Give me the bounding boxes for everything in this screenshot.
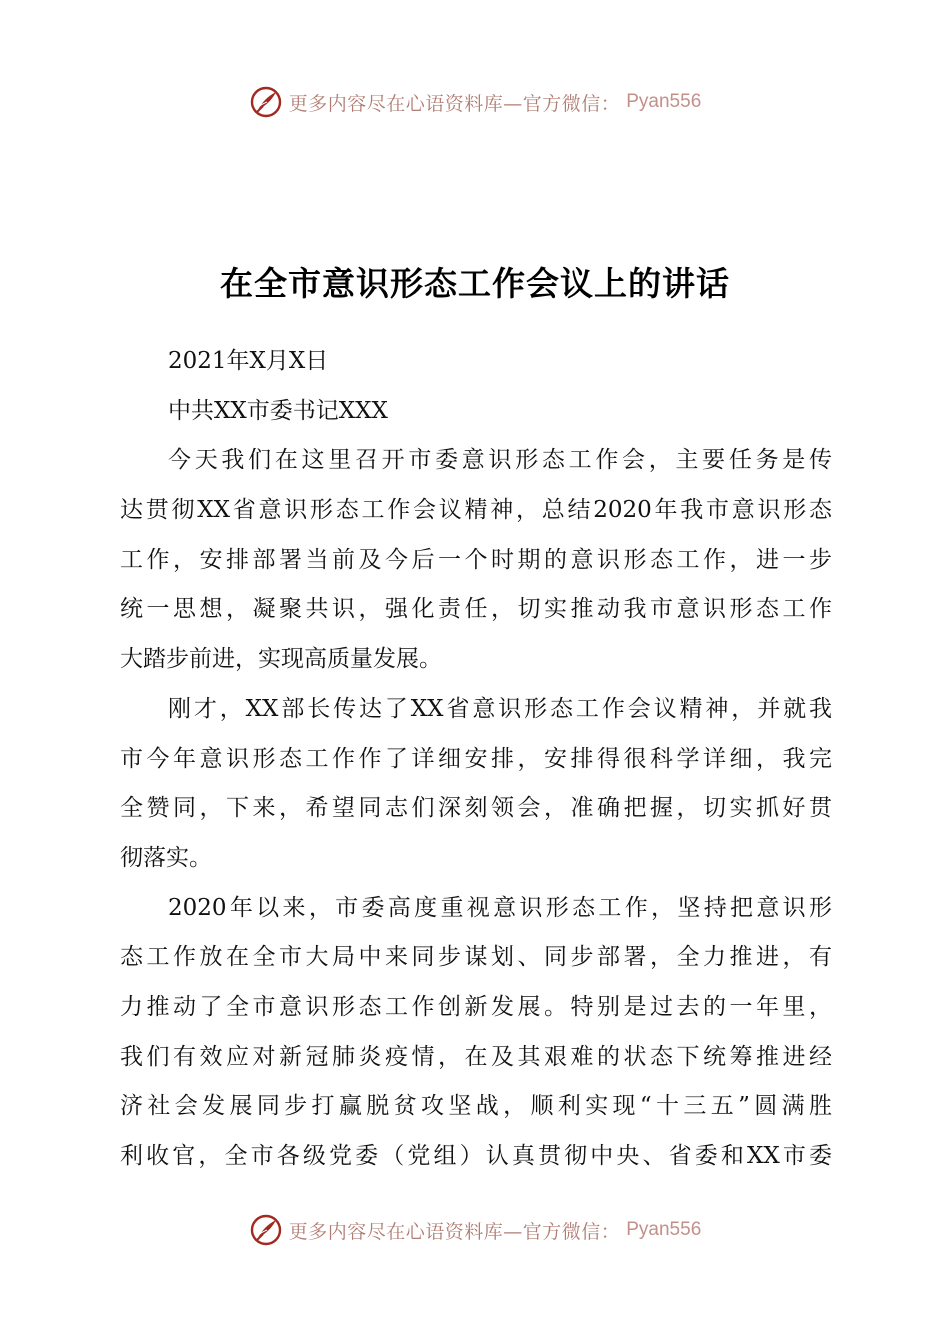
text-line: 工作，安排部署当前及今后一个时期的意识形态工作，进一步 xyxy=(120,546,832,573)
text-line: 刚才，XX部长传达了XX省意识形态工作会议精神，并就我 xyxy=(168,695,832,722)
text-line: 济社会发展同步打赢脱贫攻坚战，顺利实现“十三五”圆满胜 xyxy=(120,1093,832,1120)
text-line: 彻落实。 xyxy=(120,844,212,871)
watermark-text: 更多内容尽在心语资料库—官方微信： xyxy=(288,92,621,115)
text-line: 2020年以来，市委高度重视意识形态工作，坚持把意识形 xyxy=(168,894,832,921)
feather-pen-logo-icon xyxy=(249,85,283,119)
text-line: 市今年意识形态工作作了详细安排，安排得很科学详细，我完 xyxy=(120,745,832,772)
document-title: 在全市意识形态工作会议上的讲话 xyxy=(220,264,730,303)
text-line: 我们有效应对新冠肺炎疫情，在及其艰难的状态下统筹推进经 xyxy=(120,1043,832,1070)
watermark-handle: Pyan556 xyxy=(626,1219,702,1240)
header-watermark xyxy=(0,82,950,122)
text-line: 全赞同，下来，希望同志们深刻领会，准确把握，切实抓好贯 xyxy=(120,795,832,822)
footer-watermark xyxy=(0,1210,950,1250)
watermark-handle: Pyan556 xyxy=(626,91,702,112)
text-line: 统一思想，凝聚共识，强化责任，切实推动我市意识形态工作 xyxy=(120,596,832,623)
date-line: 2021年X月X日 xyxy=(168,348,329,374)
text-line: 今天我们在这里召开市委意识形态工作会，主要任务是传 xyxy=(168,447,832,474)
watermark-text: 更多内容尽在心语资料库—官方微信： xyxy=(288,1220,621,1243)
text-line: 达贯彻XX省意识形态工作会议精神，总结2020年我市意识形态 xyxy=(120,497,832,524)
feather-pen-logo-icon xyxy=(249,1213,283,1247)
text-line: 利收官，全市各级党委（党组）认真贯彻中央、省委和XX市委 xyxy=(120,1143,832,1169)
text-line: 态工作放在全市大局中来同步谋划、同步部署，全力推进，有 xyxy=(120,944,832,971)
text-line: 力推动了全市意识形态工作创新发展。特别是过去的一年里， xyxy=(120,993,832,1020)
text-line: 大踏步前进，实现高质量发展。 xyxy=(120,646,442,673)
author-line: 中共XX市委书记XXX xyxy=(168,397,388,424)
document-body xyxy=(120,337,832,1182)
